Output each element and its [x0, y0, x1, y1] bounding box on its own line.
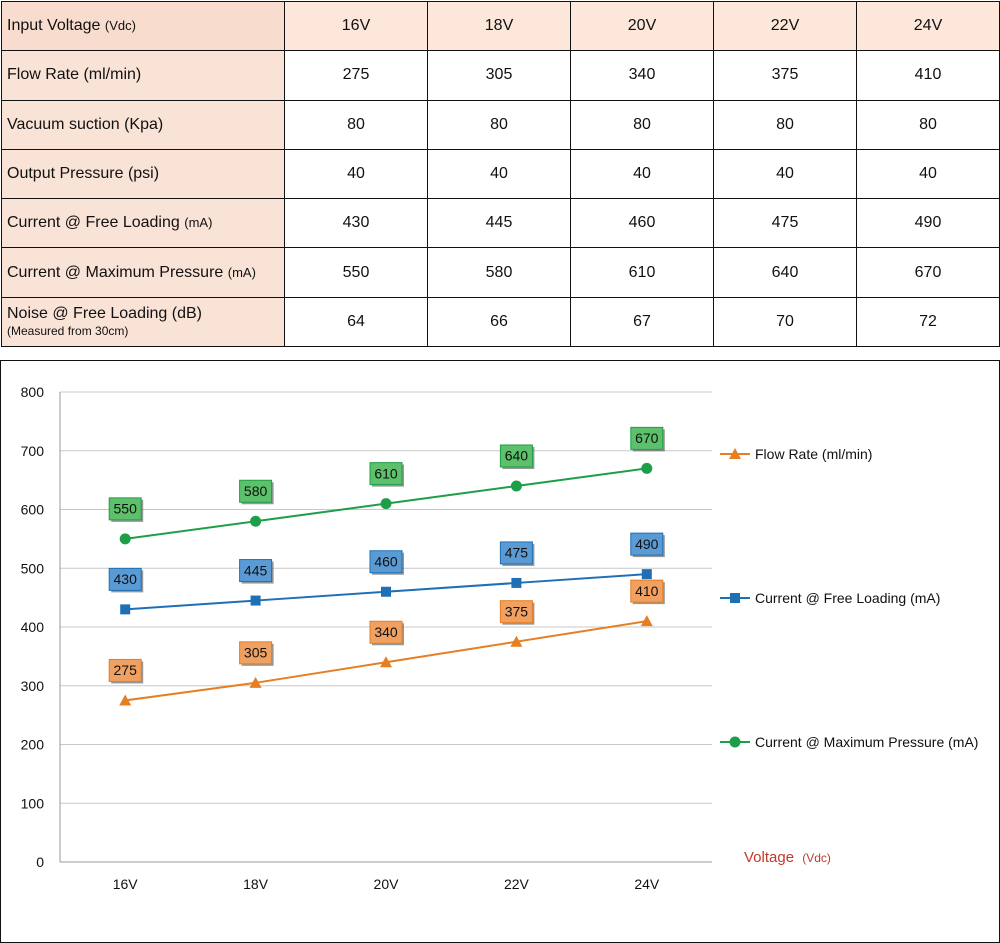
data-label-value: 275: [113, 662, 137, 679]
header-voltage-cell: 18V: [428, 2, 571, 51]
row-label: Current @ Free Loading: [7, 214, 180, 232]
header-label-cell: [2, 2, 285, 51]
table-cell: 80: [714, 100, 857, 149]
data-label: [631, 580, 665, 604]
table-cell: 275: [285, 51, 428, 100]
y-tick-label: 600: [20, 501, 44, 518]
row-label-cell: [2, 248, 285, 297]
table-cell: 64: [285, 297, 428, 346]
table-cell: 40: [285, 149, 428, 198]
data-label-value: 445: [243, 562, 268, 579]
data-point-marker: [381, 498, 392, 509]
table-cell: 460: [571, 199, 714, 248]
table-row-vacuum-suction: [2, 100, 1000, 149]
data-label: [500, 445, 534, 469]
data-label-value: 610: [374, 465, 398, 482]
y-tick-label: 400: [20, 619, 44, 635]
data-point-marker: [641, 463, 652, 474]
y-tick-label: 300: [20, 677, 44, 694]
data-point-marker: [120, 604, 130, 614]
table-row-noise: [2, 297, 1000, 346]
data-label-value: 475: [504, 544, 529, 561]
x-tick-label: 16V: [112, 876, 138, 892]
x-tick-label: 18V: [243, 876, 269, 892]
y-tick-label: 100: [20, 795, 44, 812]
table-cell: 445: [428, 199, 571, 248]
data-label-value: 410: [635, 582, 659, 599]
table-cell: 67: [571, 297, 714, 346]
spec-table: [1, 1, 1000, 347]
legend-entry: [720, 590, 940, 606]
x-tick-label: 22V: [503, 876, 529, 892]
grid-layer: [60, 392, 712, 803]
data-label: [240, 480, 274, 504]
table-row-flow-rate: [2, 51, 1000, 100]
data-label: [240, 642, 274, 666]
header-voltage-cell: 20V: [571, 2, 714, 51]
data-label: [109, 659, 143, 683]
header-row: [2, 2, 1000, 51]
legend-marker: [730, 737, 741, 748]
y-tick-label: 500: [20, 560, 44, 577]
data-point-marker: [641, 615, 653, 626]
data-label: [500, 542, 534, 566]
data-label-value: 305: [243, 644, 268, 661]
data-point-marker: [511, 481, 522, 492]
table-cell: 70: [714, 297, 857, 346]
data-point-marker: [250, 516, 261, 527]
table-cell: 80: [428, 100, 571, 149]
data-label: [500, 601, 534, 625]
data-label-value: 340: [374, 623, 398, 640]
legend-entry: [720, 446, 872, 462]
table-cell: 40: [857, 149, 1000, 198]
data-label-value: 580: [243, 482, 268, 499]
data-label-value: 460: [374, 553, 398, 570]
y-tick-label: 0: [36, 854, 44, 870]
data-label-value: 640: [504, 447, 529, 464]
data-label-layer: [109, 427, 665, 683]
table-cell: 80: [285, 100, 428, 149]
data-point-marker: [642, 569, 652, 579]
table-cell: 490: [857, 199, 1000, 248]
line-chart: [1, 361, 999, 942]
table-cell: 340: [571, 51, 714, 100]
table-cell: 80: [857, 100, 1000, 149]
x-axis-title-text: Voltage: [744, 849, 795, 866]
data-label: [109, 568, 143, 592]
legend: [720, 446, 978, 750]
data-point-marker: [381, 587, 391, 597]
row-label: Noise @ Free Loading (dB): [7, 305, 202, 323]
data-label: [631, 427, 665, 451]
x-axis-title: [744, 849, 831, 866]
data-label-value: 375: [504, 603, 529, 620]
legend-entry: [720, 734, 978, 750]
header-label: Input Voltage: [7, 17, 101, 35]
row-label-cell: [2, 199, 285, 248]
table-cell: 410: [857, 51, 1000, 100]
table-row-current-max-pressure: [2, 248, 1000, 297]
data-label: [370, 621, 404, 645]
chart-panel: [0, 360, 1000, 943]
table-cell: 305: [428, 51, 571, 100]
data-label-value: 430: [113, 571, 137, 588]
y-tick-label: 700: [20, 442, 44, 459]
data-label: [370, 551, 404, 575]
legend-label: Flow Rate (ml/min): [755, 446, 873, 462]
data-point-marker: [251, 596, 261, 606]
table-cell: 80: [571, 100, 714, 149]
data-label-value: 490: [635, 535, 659, 552]
data-label-value: 670: [635, 430, 659, 447]
table-cell: 580: [428, 248, 571, 297]
row-label: Current @ Maximum Pressure: [7, 263, 224, 281]
row-label-cell: [2, 297, 285, 346]
header-voltage-cell: 16V: [285, 2, 428, 51]
table-cell: 40: [714, 149, 857, 198]
data-label-value: 550: [113, 500, 137, 517]
table-cell: 670: [857, 248, 1000, 297]
y-tick-label: 200: [20, 736, 44, 753]
table-cell: 72: [857, 297, 1000, 346]
header-voltage-cell: 22V: [714, 2, 857, 51]
table-cell: 40: [428, 149, 571, 198]
header-unit: (Vdc): [104, 18, 136, 34]
table-cell: 40: [571, 149, 714, 198]
row-note: (Measured from 30cm): [7, 324, 129, 339]
row-unit: (mA): [227, 264, 256, 280]
row-label: Vacuum suction (Kpa): [2, 100, 285, 149]
data-label: [240, 560, 274, 584]
table-cell: 475: [714, 199, 857, 248]
row-unit: (mA): [184, 215, 213, 231]
x-tick-label: 24V: [634, 876, 660, 892]
table-row-current-free-loading: [2, 199, 1000, 248]
row-label: Output Pressure (psi): [2, 149, 285, 198]
legend-label: Current @ Free Loading (mA): [755, 590, 941, 606]
legend-label: Current @ Maximum Pressure (mA): [755, 734, 979, 750]
table-row-output-pressure: [2, 149, 1000, 198]
table-cell: 66: [428, 297, 571, 346]
data-label: [109, 498, 143, 522]
table-cell: 550: [285, 248, 428, 297]
data-label: [631, 533, 665, 557]
table-cell: 610: [571, 248, 714, 297]
x-tick-label: 20V: [373, 876, 399, 892]
series-layer: [119, 463, 653, 706]
row-label: Flow Rate (ml/min): [2, 51, 285, 100]
data-point-marker: [120, 533, 131, 544]
table-cell: 430: [285, 199, 428, 248]
x-axis-title-unit: (Vdc): [802, 851, 831, 865]
y-tick-label: 800: [20, 384, 44, 400]
table-cell: 375: [714, 51, 857, 100]
axis-layer: [21, 384, 712, 892]
data-label: [370, 463, 404, 487]
legend-marker: [730, 593, 740, 603]
header-voltage-cell: 24V: [857, 2, 1000, 51]
data-point-marker: [511, 578, 521, 588]
table-cell: 640: [714, 248, 857, 297]
